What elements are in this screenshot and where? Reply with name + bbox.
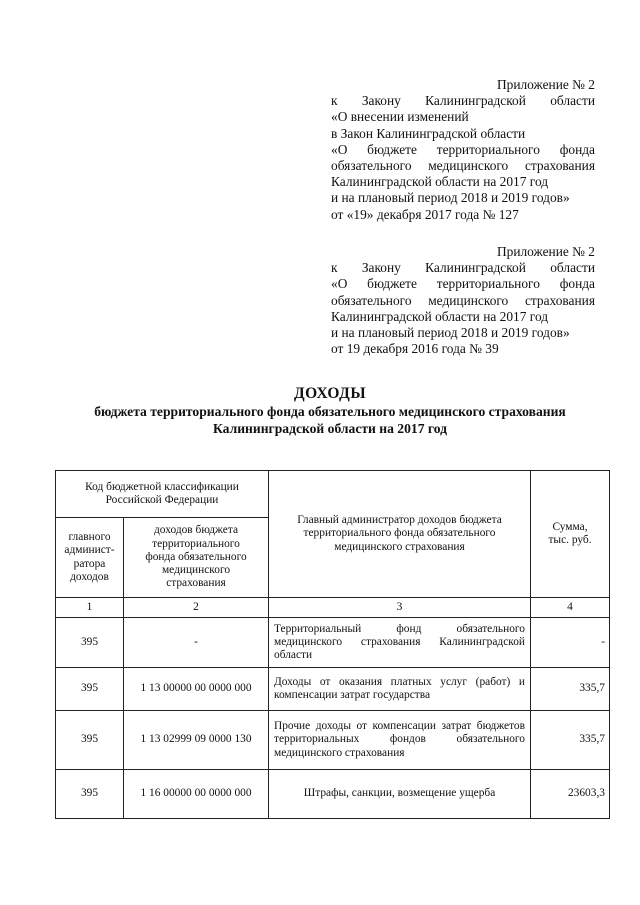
annex-current: [331, 77, 595, 223]
table-row: [56, 770, 610, 819]
income-code-cell: 1 16 00000 00 0000 000: [124, 770, 269, 819]
table-row: [56, 618, 610, 668]
annex-current-header: Приложение № 2: [496, 77, 595, 92]
annex-current-line: «О внесении изменений: [331, 109, 469, 125]
annex-current-line: обязательного медицинского страхования: [331, 158, 595, 174]
amount-cell: 335,7: [531, 711, 610, 770]
admin-code-cell: 395: [56, 668, 124, 711]
annex-current-line: от «19» декабря 2017 года № 127: [331, 206, 519, 222]
annex-current-line: к Закону Калининградской области: [331, 93, 595, 109]
income-code-cell: 1 13 00000 00 0000 000: [124, 668, 269, 711]
amount-cell: 23603,3: [531, 770, 610, 819]
table-row: [56, 668, 610, 711]
header-administrator: Главный администратор доходов бюджета территориального фонда обязательного медицинского страхования: [269, 471, 531, 598]
annex-original: [331, 244, 595, 357]
annex-current-line: Калининградской области на 2017 год: [331, 174, 549, 190]
annex-original-line: Калининградской области на 2017 год: [331, 308, 549, 324]
column-number: 3: [269, 598, 531, 618]
title-line-2: бюджета территориального фонда обязательного медицинского страхования: [94, 404, 566, 419]
table-row: [56, 711, 610, 770]
annex-original-header: Приложение № 2: [496, 244, 595, 259]
amount-cell: -: [531, 618, 610, 668]
income-name-cell: Территориальный фонд обязательного медицинского страхования Калининградской области: [269, 618, 531, 668]
annex-current-line: «О бюджете территориального фонда: [331, 141, 595, 157]
annex-original-line: «О бюджете территориального фонда: [331, 276, 595, 292]
admin-code-cell: 395: [56, 711, 124, 770]
admin-code-cell: 395: [56, 618, 124, 668]
income-name-cell: Прочие доходы от компенсации затрат бюджетов территориальных фондов обязательного медицинского страхования: [269, 711, 531, 770]
annex-original-line: от 19 декабря 2016 года № 39: [331, 341, 499, 357]
title-line-3: Калининградской области на 2017 год: [212, 421, 448, 436]
income-code-cell: 1 13 02999 09 0000 130: [124, 711, 269, 770]
title-main: ДОХОДЫ: [293, 385, 367, 402]
annex-current-line: и на плановый период 2018 и 2019 годов»: [331, 190, 570, 206]
income-table: [55, 470, 610, 819]
annex-original-line: к Закону Калининградской области: [331, 260, 595, 276]
income-code-cell: -: [124, 618, 269, 668]
income-name-cell: Штрафы, санкции, возмещение ущерба: [269, 770, 531, 819]
amount-cell: 335,7: [531, 668, 610, 711]
header-classification: Код бюджетной классификации Российской Федерации: [56, 471, 269, 518]
header-chief-admin: главного админист-ратора доходов: [56, 518, 124, 598]
admin-code-cell: 395: [56, 770, 124, 819]
annex-original-line: обязательного медицинского страхования: [331, 292, 595, 308]
document-title: [60, 385, 600, 437]
column-number: 4: [531, 598, 610, 618]
header-income-code: доходов бюджета территориального фонда обязательного медицинского страхования: [124, 518, 269, 598]
annex-original-line: и на плановый период 2018 и 2019 годов»: [331, 325, 570, 341]
header-amount: Сумма, тыс. руб.: [531, 471, 610, 598]
annex-current-line: в Закон Калининградской области: [331, 125, 526, 141]
column-number: 1: [56, 598, 124, 618]
column-number: 2: [124, 598, 269, 618]
income-name-cell: Доходы от оказания платных услуг (работ) и компенсации затрат государства: [269, 668, 531, 711]
